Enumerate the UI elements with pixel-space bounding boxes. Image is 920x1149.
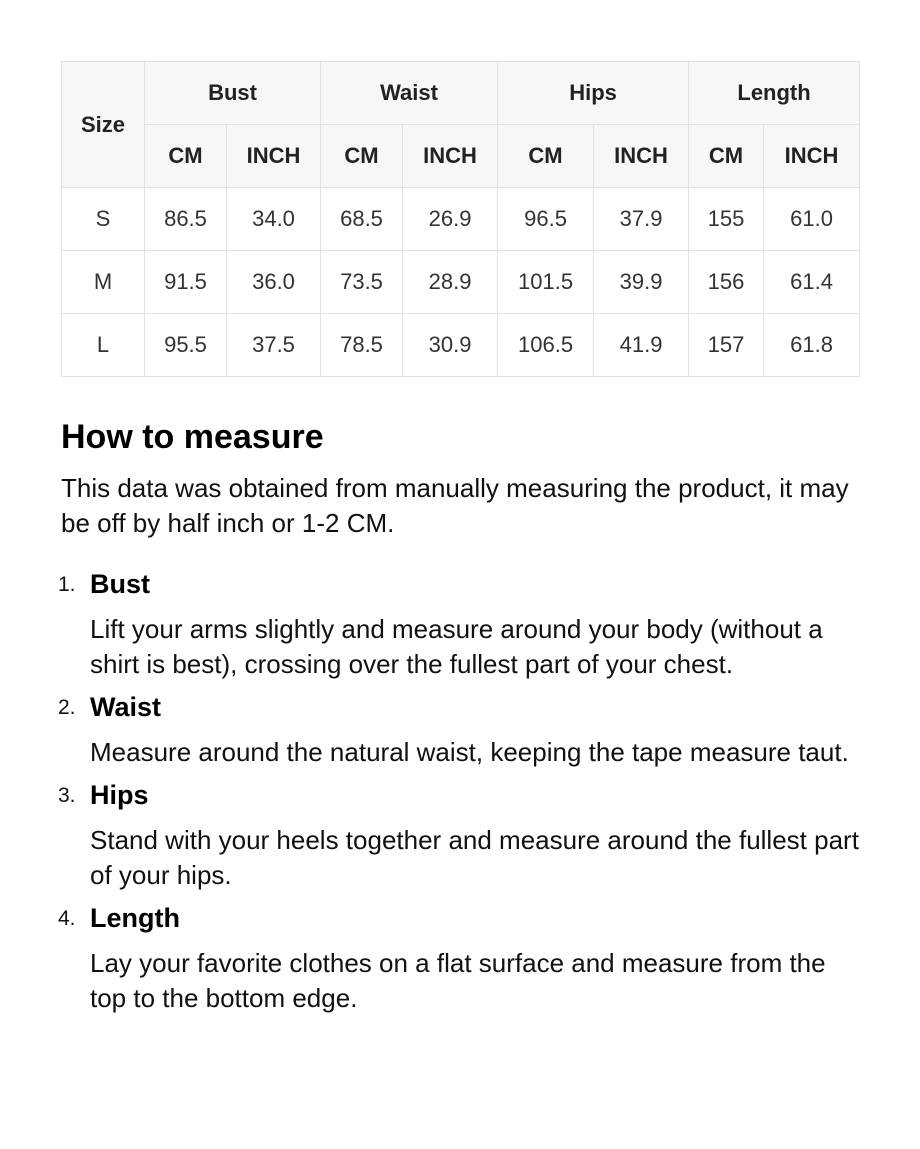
size-label-cell: S xyxy=(62,188,145,251)
measurement-disclaimer: This data was obtained from manually measuring the product, it may be off by half inch or 1-2 CM. xyxy=(61,473,849,538)
unit-header: CM xyxy=(498,125,594,188)
table-cell: 30.9 xyxy=(403,314,498,377)
step-description: Lay your favorite clothes on a flat surface and measure from the top to the bottom edge. xyxy=(90,948,826,1013)
unit-header: INCH xyxy=(227,125,321,188)
size-label-cell: L xyxy=(62,314,145,377)
step-description: Measure around the natural waist, keeping the tape measure taut. xyxy=(90,737,849,767)
unit-header: CM xyxy=(689,125,764,188)
step-number: 3. xyxy=(58,784,76,807)
table-cell: 61.8 xyxy=(764,314,860,377)
table-cell: 28.9 xyxy=(403,251,498,314)
unit-header-row xyxy=(62,125,860,188)
list-item xyxy=(58,690,859,770)
table-row xyxy=(62,314,860,377)
table-row xyxy=(62,251,860,314)
table-cell: 61.0 xyxy=(764,188,860,251)
table-cell: 39.9 xyxy=(594,251,689,314)
step-number: 2. xyxy=(58,696,76,719)
unit-header: INCH xyxy=(594,125,689,188)
table-cell: 34.0 xyxy=(227,188,321,251)
step-title-waist: Waist xyxy=(90,692,162,722)
step-number: 1. xyxy=(58,573,76,596)
table-cell: 157 xyxy=(689,314,764,377)
list-item xyxy=(58,901,859,1016)
table-cell: 106.5 xyxy=(498,314,594,377)
unit-header: INCH xyxy=(403,125,498,188)
unit-header: INCH xyxy=(764,125,860,188)
step-title-bust: Bust xyxy=(90,569,150,599)
unit-header: CM xyxy=(321,125,403,188)
bust-group-header: Bust xyxy=(145,62,321,125)
size-column-header: Size xyxy=(62,62,145,188)
waist-group-header: Waist xyxy=(321,62,498,125)
step-description: Lift your arms slightly and measure around your body (without a shirt is best), crossing over the fullest part of your chest. xyxy=(90,614,823,679)
size-guide xyxy=(58,61,859,1024)
size-label-cell: M xyxy=(62,251,145,314)
table-cell: 73.5 xyxy=(321,251,403,314)
size-chart-table xyxy=(61,61,860,377)
list-item xyxy=(58,567,859,682)
table-cell: 26.9 xyxy=(403,188,498,251)
table-cell: 41.9 xyxy=(594,314,689,377)
table-cell: 155 xyxy=(689,188,764,251)
step-description: Stand with your heels together and measure around the fullest part of your hips. xyxy=(90,825,859,890)
table-cell: 96.5 xyxy=(498,188,594,251)
group-header-row xyxy=(62,62,860,125)
hips-group-header: Hips xyxy=(498,62,689,125)
table-cell: 95.5 xyxy=(145,314,227,377)
table-cell: 78.5 xyxy=(321,314,403,377)
how-to-measure-heading: How to measure xyxy=(61,418,324,456)
step-title-hips: Hips xyxy=(90,780,149,810)
step-number: 4. xyxy=(58,907,76,930)
table-cell: 37.9 xyxy=(594,188,689,251)
table-cell: 91.5 xyxy=(145,251,227,314)
table-cell: 86.5 xyxy=(145,188,227,251)
list-item xyxy=(58,778,859,893)
step-title-length: Length xyxy=(90,903,180,933)
table-cell: 156 xyxy=(689,251,764,314)
table-cell: 61.4 xyxy=(764,251,860,314)
table-row xyxy=(62,188,860,251)
table-cell: 68.5 xyxy=(321,188,403,251)
unit-header: CM xyxy=(145,125,227,188)
measure-steps-list xyxy=(58,567,859,1016)
length-group-header: Length xyxy=(689,62,860,125)
table-cell: 37.5 xyxy=(227,314,321,377)
table-cell: 101.5 xyxy=(498,251,594,314)
table-cell: 36.0 xyxy=(227,251,321,314)
